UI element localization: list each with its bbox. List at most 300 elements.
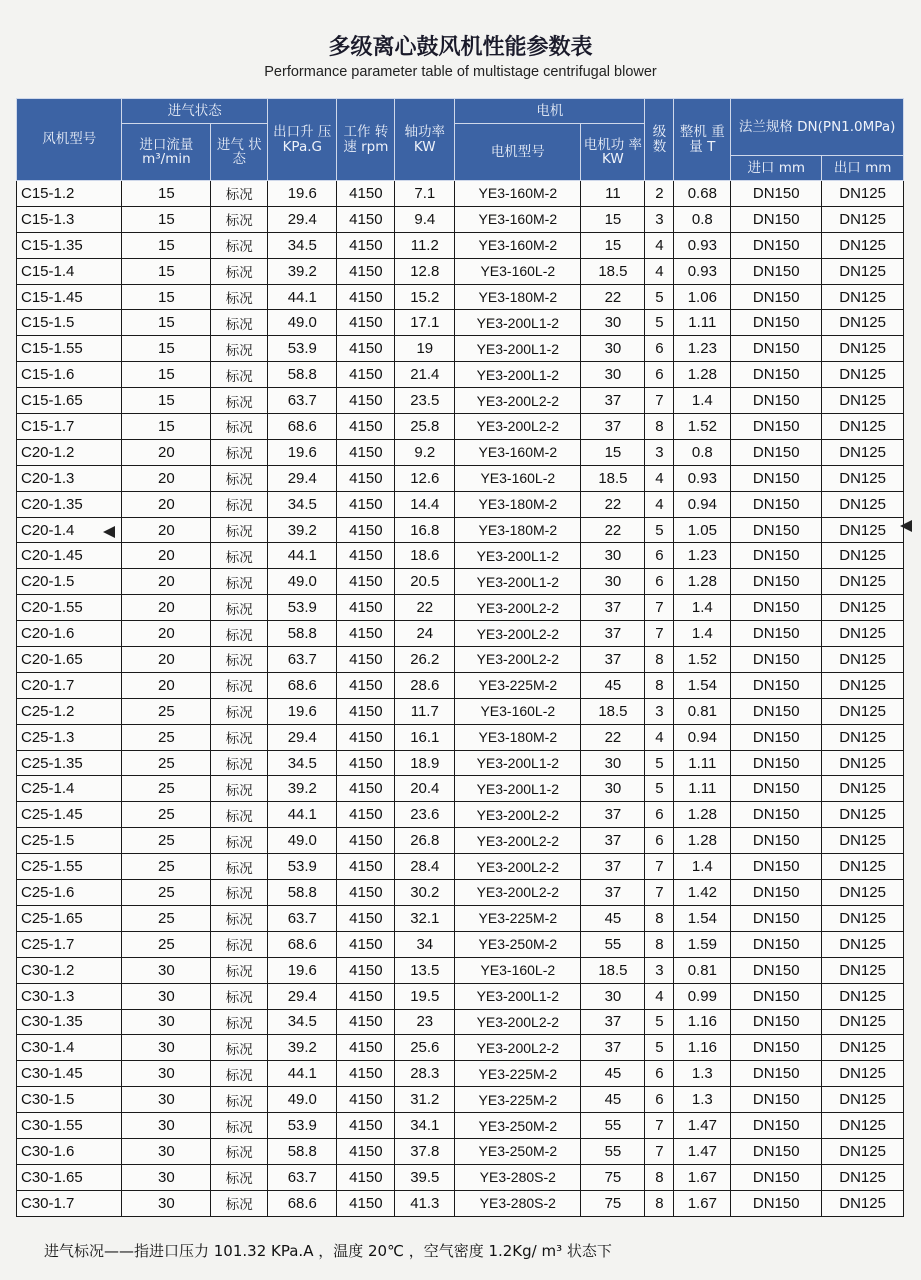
cell-intake-state: 标况 [211, 776, 268, 802]
cell-model: C15-1.4 [17, 258, 122, 284]
cell-weight: 0.81 [674, 957, 731, 983]
cell-model: C20-1.65 [17, 647, 122, 673]
cell-motor-power: 30 [581, 983, 645, 1009]
cell-stages: 4 [645, 491, 674, 517]
cell-motor-power: 30 [581, 362, 645, 388]
cell-inlet: DN150 [731, 388, 822, 414]
cell-model: C15-1.3 [17, 206, 122, 232]
cell-weight: 1.42 [674, 880, 731, 906]
cell-intake-state: 标况 [211, 517, 268, 543]
cell-motor-power: 11 [581, 181, 645, 207]
cell-inlet: DN150 [731, 776, 822, 802]
cell-motor-power: 22 [581, 284, 645, 310]
cell-stages: 5 [645, 750, 674, 776]
cell-stages: 6 [645, 802, 674, 828]
cell-speed: 4150 [337, 1035, 395, 1061]
cell-inlet: DN150 [731, 802, 822, 828]
table-row [17, 1138, 904, 1164]
cell-speed: 4150 [337, 206, 395, 232]
cell-pressure: 29.4 [268, 465, 337, 491]
cell-motor-model: YE3-200L1-2 [455, 543, 581, 569]
cell-model: C20-1.7 [17, 672, 122, 698]
cell-weight: 1.59 [674, 931, 731, 957]
cell-pressure: 68.6 [268, 1190, 337, 1216]
cell-pressure: 58.8 [268, 1138, 337, 1164]
cell-outlet: DN125 [822, 232, 904, 258]
cell-shaft-power: 25.8 [395, 414, 455, 440]
cell-weight: 1.28 [674, 569, 731, 595]
cell-outlet: DN125 [822, 931, 904, 957]
cell-shaft-power: 41.3 [395, 1190, 455, 1216]
cell-speed: 4150 [337, 1138, 395, 1164]
cell-stages: 6 [645, 362, 674, 388]
cell-shaft-power: 28.3 [395, 1061, 455, 1087]
table-row [17, 854, 904, 880]
cell-weight: 1.52 [674, 414, 731, 440]
cell-inlet: DN150 [731, 750, 822, 776]
cell-stages: 6 [645, 543, 674, 569]
cell-motor-power: 37 [581, 595, 645, 621]
cell-stages: 7 [645, 1138, 674, 1164]
cell-model: C30-1.6 [17, 1138, 122, 1164]
cell-motor-power: 30 [581, 569, 645, 595]
cell-shaft-power: 34 [395, 931, 455, 957]
cell-inlet: DN150 [731, 1061, 822, 1087]
page-title: 多级离心鼓风机性能参数表 [328, 35, 593, 60]
cell-speed: 4150 [337, 491, 395, 517]
cell-intake-state: 标况 [211, 1087, 268, 1113]
table-row [17, 828, 904, 854]
cell-intake-state: 标况 [211, 310, 268, 336]
cell-pressure: 39.2 [268, 776, 337, 802]
cell-flow: 25 [122, 776, 211, 802]
header-flange-group: 法兰规格 DN(PN1.0MPa) [731, 99, 904, 156]
cell-intake-state: 标况 [211, 543, 268, 569]
cell-shaft-power: 22 [395, 595, 455, 621]
row-marker-right-icon [900, 520, 912, 532]
row-marker-left-icon [103, 526, 115, 538]
cell-motor-model: YE3-250M-2 [455, 1113, 581, 1139]
cell-flow: 20 [122, 647, 211, 673]
cell-outlet: DN125 [822, 1138, 904, 1164]
cell-weight: 1.28 [674, 802, 731, 828]
cell-motor-power: 15 [581, 206, 645, 232]
cell-motor-power: 75 [581, 1190, 645, 1216]
cell-pressure: 53.9 [268, 595, 337, 621]
cell-speed: 4150 [337, 232, 395, 258]
cell-inlet: DN150 [731, 672, 822, 698]
cell-stages: 7 [645, 621, 674, 647]
cell-stages: 6 [645, 1087, 674, 1113]
header-weight: 整机 重量 T [674, 99, 731, 181]
cell-inlet: DN150 [731, 1190, 822, 1216]
cell-motor-model: YE3-200L2-2 [455, 414, 581, 440]
cell-motor-power: 30 [581, 750, 645, 776]
cell-weight: 1.23 [674, 336, 731, 362]
cell-outlet: DN125 [822, 1035, 904, 1061]
cell-shaft-power: 18.9 [395, 750, 455, 776]
cell-speed: 4150 [337, 621, 395, 647]
cell-model: C15-1.65 [17, 388, 122, 414]
cell-outlet: DN125 [822, 336, 904, 362]
cell-weight: 0.93 [674, 258, 731, 284]
table-row [17, 880, 904, 906]
cell-model: C25-1.6 [17, 880, 122, 906]
cell-motor-model: YE3-200L2-2 [455, 1035, 581, 1061]
cell-pressure: 58.8 [268, 880, 337, 906]
cell-outlet: DN125 [822, 776, 904, 802]
cell-motor-model: YE3-200L2-2 [455, 880, 581, 906]
cell-flow: 20 [122, 621, 211, 647]
cell-intake-state: 标况 [211, 750, 268, 776]
cell-flow: 25 [122, 828, 211, 854]
cell-weight: 1.4 [674, 621, 731, 647]
cell-intake-state: 标况 [211, 931, 268, 957]
cell-speed: 4150 [337, 854, 395, 880]
cell-pressure: 44.1 [268, 543, 337, 569]
cell-speed: 4150 [337, 750, 395, 776]
cell-motor-model: YE3-280S-2 [455, 1164, 581, 1190]
cell-inlet: DN150 [731, 880, 822, 906]
cell-pressure: 34.5 [268, 1009, 337, 1035]
cell-outlet: DN125 [822, 802, 904, 828]
cell-weight: 1.4 [674, 595, 731, 621]
cell-flow: 15 [122, 258, 211, 284]
cell-weight: 1.54 [674, 672, 731, 698]
cell-pressure: 58.8 [268, 621, 337, 647]
cell-model: C15-1.7 [17, 414, 122, 440]
cell-pressure: 68.6 [268, 931, 337, 957]
cell-model: C30-1.5 [17, 1087, 122, 1113]
cell-inlet: DN150 [731, 1009, 822, 1035]
header-motor-model: 电机型号 [455, 124, 581, 181]
cell-pressure: 39.2 [268, 1035, 337, 1061]
cell-model: C20-1.35 [17, 491, 122, 517]
cell-speed: 4150 [337, 1113, 395, 1139]
cell-weight: 1.16 [674, 1009, 731, 1035]
cell-shaft-power: 34.1 [395, 1113, 455, 1139]
cell-stages: 8 [645, 1190, 674, 1216]
cell-weight: 1.05 [674, 517, 731, 543]
cell-stages: 4 [645, 258, 674, 284]
cell-outlet: DN125 [822, 698, 904, 724]
cell-outlet: DN125 [822, 828, 904, 854]
cell-stages: 8 [645, 647, 674, 673]
cell-outlet: DN125 [822, 439, 904, 465]
header-motor-power: 电机功 率 KW [581, 124, 645, 181]
cell-pressure: 29.4 [268, 206, 337, 232]
cell-weight: 1.67 [674, 1164, 731, 1190]
header-inlet: 进口 mm [731, 156, 822, 181]
cell-shaft-power: 19 [395, 336, 455, 362]
cell-model: C20-1.2 [17, 439, 122, 465]
cell-weight: 1.28 [674, 362, 731, 388]
table-row [17, 388, 904, 414]
cell-inlet: DN150 [731, 698, 822, 724]
table-row [17, 206, 904, 232]
cell-stages: 8 [645, 1164, 674, 1190]
cell-outlet: DN125 [822, 206, 904, 232]
cell-inlet: DN150 [731, 854, 822, 880]
cell-intake-state: 标况 [211, 828, 268, 854]
cell-motor-model: YE3-160M-2 [455, 439, 581, 465]
table-row [17, 232, 904, 258]
cell-shaft-power: 39.5 [395, 1164, 455, 1190]
cell-outlet: DN125 [822, 595, 904, 621]
cell-motor-model: YE3-250M-2 [455, 1138, 581, 1164]
cell-stages: 4 [645, 983, 674, 1009]
cell-motor-model: YE3-200L1-2 [455, 776, 581, 802]
cell-inlet: DN150 [731, 491, 822, 517]
cell-intake-state: 标况 [211, 672, 268, 698]
header-outlet: 出口 mm [822, 156, 904, 181]
cell-speed: 4150 [337, 362, 395, 388]
cell-weight: 1.3 [674, 1087, 731, 1113]
cell-weight: 0.81 [674, 698, 731, 724]
cell-flow: 30 [122, 957, 211, 983]
cell-speed: 4150 [337, 647, 395, 673]
cell-stages: 8 [645, 931, 674, 957]
cell-shaft-power: 23.6 [395, 802, 455, 828]
cell-shaft-power: 15.2 [395, 284, 455, 310]
cell-inlet: DN150 [731, 543, 822, 569]
cell-outlet: DN125 [822, 1009, 904, 1035]
table-row [17, 1061, 904, 1087]
cell-flow: 15 [122, 362, 211, 388]
cell-stages: 7 [645, 880, 674, 906]
cell-speed: 4150 [337, 1190, 395, 1216]
cell-flow: 15 [122, 206, 211, 232]
cell-pressure: 19.6 [268, 957, 337, 983]
cell-pressure: 49.0 [268, 310, 337, 336]
cell-speed: 4150 [337, 465, 395, 491]
cell-stages: 5 [645, 776, 674, 802]
cell-speed: 4150 [337, 983, 395, 1009]
cell-shaft-power: 19.5 [395, 983, 455, 1009]
cell-motor-power: 30 [581, 776, 645, 802]
cell-intake-state: 标况 [211, 491, 268, 517]
cell-model: C30-1.35 [17, 1009, 122, 1035]
table-row [17, 724, 904, 750]
cell-flow: 15 [122, 181, 211, 207]
cell-flow: 25 [122, 931, 211, 957]
cell-motor-model: YE3-180M-2 [455, 491, 581, 517]
cell-flow: 20 [122, 465, 211, 491]
cell-inlet: DN150 [731, 232, 822, 258]
cell-pressure: 29.4 [268, 724, 337, 750]
cell-motor-model: YE3-200L2-2 [455, 1009, 581, 1035]
cell-flow: 15 [122, 310, 211, 336]
table-row [17, 1164, 904, 1190]
cell-speed: 4150 [337, 776, 395, 802]
cell-weight: 1.06 [674, 284, 731, 310]
cell-shaft-power: 32.1 [395, 905, 455, 931]
cell-shaft-power: 11.2 [395, 232, 455, 258]
cell-pressure: 49.0 [268, 1087, 337, 1113]
cell-intake-state: 标况 [211, 181, 268, 207]
cell-flow: 20 [122, 439, 211, 465]
cell-motor-power: 37 [581, 1035, 645, 1061]
cell-stages: 6 [645, 569, 674, 595]
cell-motor-model: YE3-160L-2 [455, 957, 581, 983]
cell-inlet: DN150 [731, 957, 822, 983]
cell-stages: 8 [645, 672, 674, 698]
cell-weight: 0.94 [674, 724, 731, 750]
cell-flow: 30 [122, 1113, 211, 1139]
cell-intake-state: 标况 [211, 1009, 268, 1035]
cell-shaft-power: 23 [395, 1009, 455, 1035]
cell-flow: 20 [122, 517, 211, 543]
cell-motor-power: 55 [581, 1113, 645, 1139]
cell-motor-power: 30 [581, 336, 645, 362]
cell-flow: 20 [122, 543, 211, 569]
cell-weight: 0.8 [674, 206, 731, 232]
header-intake-group: 进气状态 [122, 99, 268, 124]
table-row [17, 1087, 904, 1113]
table-row [17, 491, 904, 517]
cell-outlet: DN125 [822, 491, 904, 517]
cell-intake-state: 标况 [211, 854, 268, 880]
cell-intake-state: 标况 [211, 905, 268, 931]
cell-motor-model: YE3-160M-2 [455, 232, 581, 258]
cell-motor-power: 15 [581, 232, 645, 258]
table-row [17, 1190, 904, 1216]
cell-inlet: DN150 [731, 828, 822, 854]
table-row [17, 336, 904, 362]
cell-speed: 4150 [337, 439, 395, 465]
cell-speed: 4150 [337, 258, 395, 284]
cell-pressure: 63.7 [268, 905, 337, 931]
cell-stages: 5 [645, 284, 674, 310]
header-motor-group: 电机 [455, 99, 645, 124]
cell-inlet: DN150 [731, 905, 822, 931]
cell-motor-power: 18.5 [581, 957, 645, 983]
table-row [17, 672, 904, 698]
cell-outlet: DN125 [822, 388, 904, 414]
cell-intake-state: 标况 [211, 1113, 268, 1139]
table-row [17, 517, 904, 543]
cell-intake-state: 标况 [211, 258, 268, 284]
cell-inlet: DN150 [731, 1035, 822, 1061]
cell-pressure: 34.5 [268, 491, 337, 517]
cell-speed: 4150 [337, 181, 395, 207]
cell-speed: 4150 [337, 931, 395, 957]
cell-outlet: DN125 [822, 983, 904, 1009]
cell-pressure: 19.6 [268, 181, 337, 207]
cell-intake-state: 标况 [211, 880, 268, 906]
cell-shaft-power: 26.2 [395, 647, 455, 673]
cell-outlet: DN125 [822, 672, 904, 698]
cell-model: C25-1.35 [17, 750, 122, 776]
cell-motor-power: 37 [581, 414, 645, 440]
cell-shaft-power: 13.5 [395, 957, 455, 983]
cell-inlet: DN150 [731, 439, 822, 465]
table-row [17, 905, 904, 931]
cell-speed: 4150 [337, 957, 395, 983]
cell-speed: 4150 [337, 1164, 395, 1190]
cell-pressure: 34.5 [268, 232, 337, 258]
cell-pressure: 34.5 [268, 750, 337, 776]
cell-intake-state: 标况 [211, 439, 268, 465]
cell-pressure: 44.1 [268, 802, 337, 828]
cell-outlet: DN125 [822, 310, 904, 336]
cell-speed: 4150 [337, 905, 395, 931]
cell-shaft-power: 20.5 [395, 569, 455, 595]
cell-inlet: DN150 [731, 1138, 822, 1164]
cell-stages: 6 [645, 1061, 674, 1087]
cell-intake-state: 标况 [211, 1190, 268, 1216]
cell-model: C25-1.45 [17, 802, 122, 828]
cell-inlet: DN150 [731, 258, 822, 284]
header-stages: 级 数 [645, 99, 674, 181]
cell-model: C15-1.45 [17, 284, 122, 310]
cell-shaft-power: 7.1 [395, 181, 455, 207]
cell-shaft-power: 14.4 [395, 491, 455, 517]
cell-stages: 3 [645, 206, 674, 232]
footnote: 进气标况——指进口压力 101.32 KPa.A ，温度 20℃ ，空气密度 1.2Kg/ m³ 状态下 [44, 1242, 612, 1260]
cell-stages: 5 [645, 1035, 674, 1061]
table-row [17, 802, 904, 828]
cell-motor-power: 55 [581, 1138, 645, 1164]
cell-shaft-power: 9.2 [395, 439, 455, 465]
table-row [17, 957, 904, 983]
cell-speed: 4150 [337, 828, 395, 854]
cell-intake-state: 标况 [211, 1164, 268, 1190]
cell-pressure: 44.1 [268, 1061, 337, 1087]
cell-motor-model: YE3-180M-2 [455, 284, 581, 310]
cell-model: C15-1.5 [17, 310, 122, 336]
table-row [17, 181, 904, 207]
table-row [17, 310, 904, 336]
cell-flow: 20 [122, 569, 211, 595]
cell-motor-model: YE3-160L-2 [455, 698, 581, 724]
cell-outlet: DN125 [822, 181, 904, 207]
cell-intake-state: 标况 [211, 569, 268, 595]
cell-shaft-power: 28.6 [395, 672, 455, 698]
cell-speed: 4150 [337, 388, 395, 414]
cell-pressure: 63.7 [268, 388, 337, 414]
cell-shaft-power: 25.6 [395, 1035, 455, 1061]
cell-motor-model: YE3-225M-2 [455, 905, 581, 931]
cell-model: C20-1.45 [17, 543, 122, 569]
cell-speed: 4150 [337, 517, 395, 543]
cell-model: C15-1.6 [17, 362, 122, 388]
cell-model: C20-1.4 [17, 517, 122, 543]
cell-inlet: DN150 [731, 465, 822, 491]
cell-intake-state: 标况 [211, 724, 268, 750]
cell-motor-model: YE3-160M-2 [455, 206, 581, 232]
cell-weight: 1.67 [674, 1190, 731, 1216]
cell-motor-power: 18.5 [581, 698, 645, 724]
cell-model: C25-1.55 [17, 854, 122, 880]
table-row [17, 1009, 904, 1035]
cell-motor-power: 37 [581, 880, 645, 906]
table-row [17, 414, 904, 440]
table-header [17, 99, 904, 181]
cell-motor-model: YE3-250M-2 [455, 931, 581, 957]
cell-outlet: DN125 [822, 258, 904, 284]
cell-outlet: DN125 [822, 543, 904, 569]
cell-inlet: DN150 [731, 181, 822, 207]
cell-outlet: DN125 [822, 724, 904, 750]
cell-flow: 15 [122, 414, 211, 440]
cell-motor-model: YE3-200L2-2 [455, 647, 581, 673]
cell-speed: 4150 [337, 284, 395, 310]
cell-motor-power: 22 [581, 517, 645, 543]
cell-inlet: DN150 [731, 569, 822, 595]
table-row [17, 698, 904, 724]
cell-motor-power: 37 [581, 621, 645, 647]
